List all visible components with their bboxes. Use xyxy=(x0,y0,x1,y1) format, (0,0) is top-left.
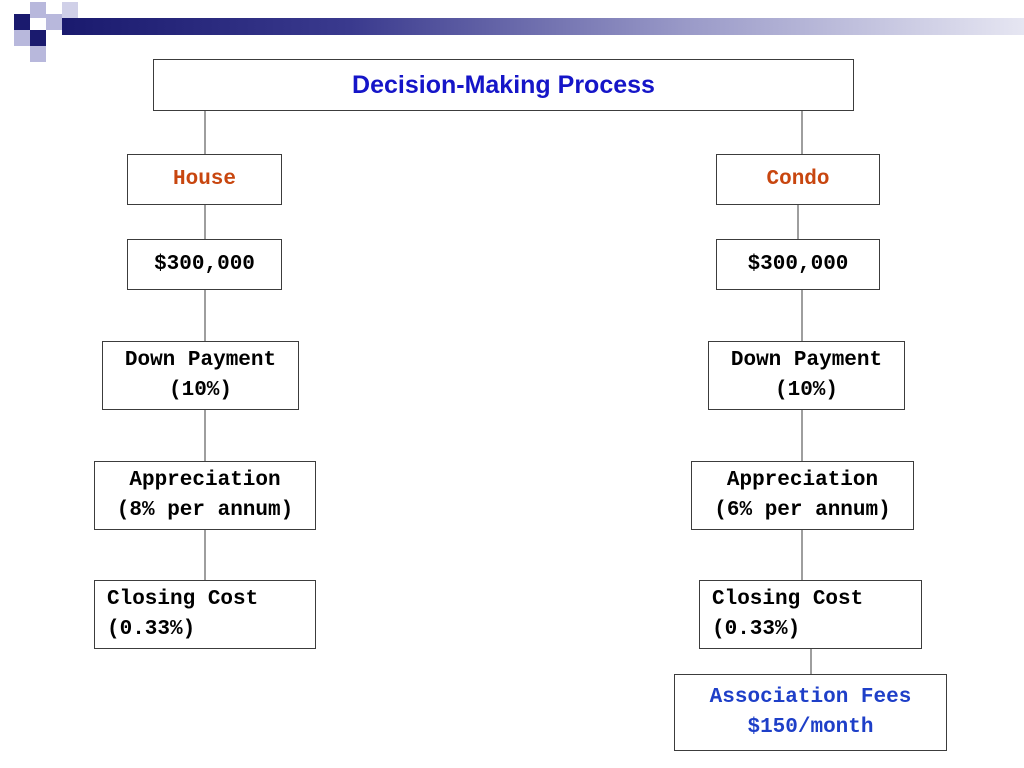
condo-closing-cost-box: Closing Cost (0.33%) xyxy=(699,580,922,649)
condo-down-payment-box: Down Payment (10%) xyxy=(708,341,905,410)
condo-appreciation-box: Appreciation (6% per annum) xyxy=(691,461,914,530)
diagram-title: Decision-Making Process xyxy=(153,59,854,111)
condo-price-box: $300,000 xyxy=(716,239,880,290)
condo-association-fees-box: Association Fees $150/month xyxy=(674,674,947,751)
house-price-box: $300,000 xyxy=(127,239,282,290)
condo-label-box: Condo xyxy=(716,154,880,205)
house-closing-cost-box: Closing Cost (0.33%) xyxy=(94,580,316,649)
house-appreciation-box: Appreciation (8% per annum) xyxy=(94,461,316,530)
house-label-box: House xyxy=(127,154,282,205)
house-down-payment-box: Down Payment (10%) xyxy=(102,341,299,410)
